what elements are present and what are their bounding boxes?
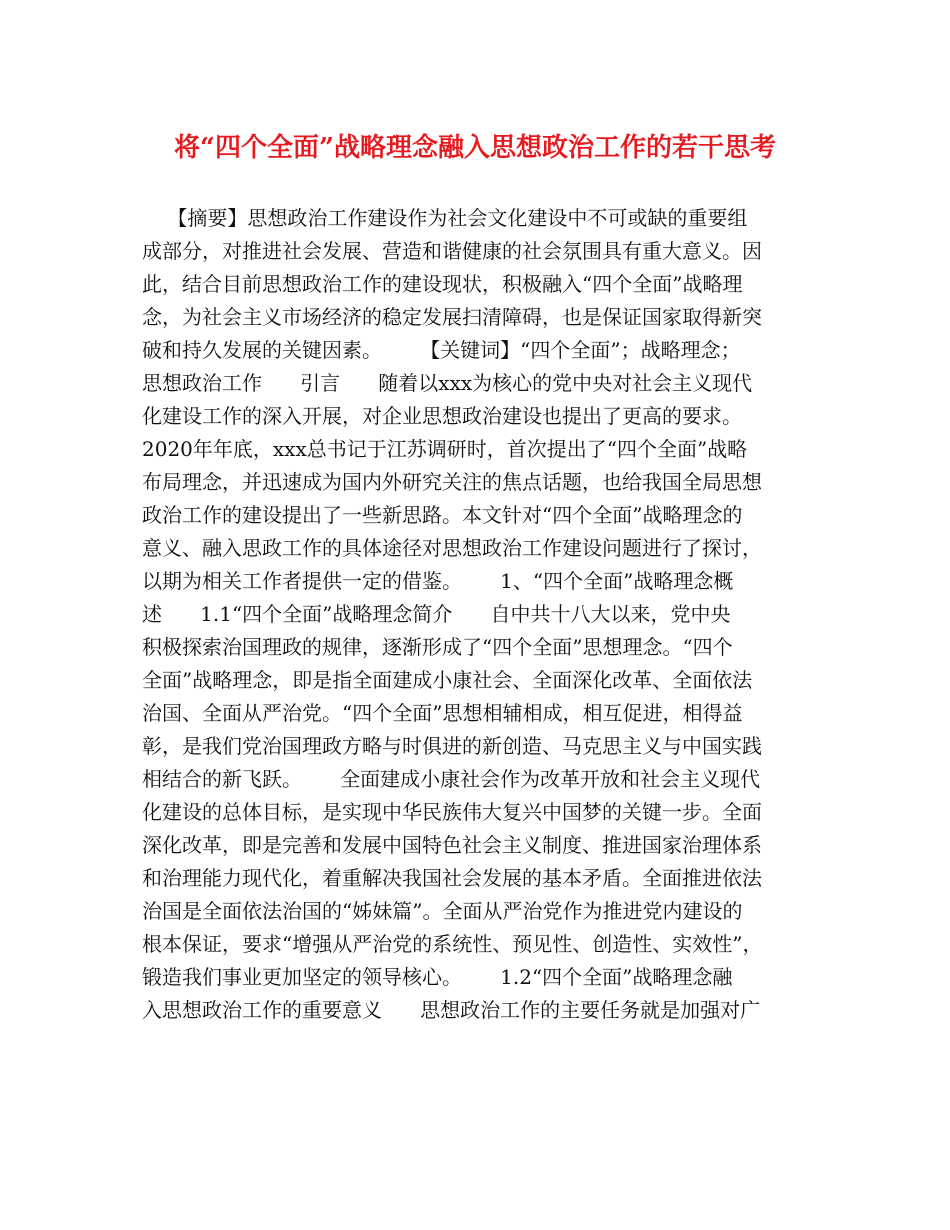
body-line: 根本保证，要求“增强从严治党的系统性、预见性、创造性、实效性”， bbox=[142, 932, 763, 956]
body-line: 锻造我们事业更加坚定的领导核心。 1.2“四个全面”战略理念融 bbox=[142, 965, 733, 989]
body-line: 念，为社会主义市场经济的稳定发展扫清障碍，也是保证国家取得新突 bbox=[142, 305, 762, 329]
body-line: 思想政治工作 引言 随着以xxx为核心的党中央对社会主义现代 bbox=[142, 371, 753, 395]
body-line: 深化改革，即是完善和发展中国特色社会主义制度、推进国家治理体系 bbox=[142, 833, 762, 857]
body-line: 此，结合目前思想政治工作的建设现状，积极融入“四个全面”战略理 bbox=[142, 272, 743, 296]
body-line: 积极探索治国理政的规律，逐渐形成了“四个全面”思想理念。“四个 bbox=[142, 635, 733, 659]
body-line: 入思想政治工作的重要意义 思想政治工作的主要任务就是加强对广 bbox=[142, 998, 761, 1022]
body-line: 化建设的总体目标，是实现中华民族伟大复兴中国梦的关键一步。全面 bbox=[142, 800, 762, 824]
document-title: 将“四个全面”战略理念融入思想政治工作的若干思考 bbox=[174, 133, 776, 163]
body-line: 以期为相关工作者提供一定的借鉴。 1、“四个全面”战略理念概 bbox=[142, 569, 734, 593]
body-line: 意义、融入思政工作的具体途径对思想政治工作建设问题进行了探讨， bbox=[142, 536, 762, 560]
body-line: 述 1.1“四个全面”战略理念简介 自中共十八大以来，党中央 bbox=[142, 602, 731, 626]
body-line: 布局理念，并迅速成为国内外研究关注的焦点话题，也给我国全局思想 bbox=[142, 470, 762, 494]
body-line: 政治工作的建设提出了一些新思路。本文针对“四个全面”战略理念的 bbox=[142, 503, 743, 527]
body-line: 治国是全面依法治国的“姊妹篇”。全面从严治党作为推进党内建设的 bbox=[142, 899, 743, 923]
body-line: 相结合的新飞跃。 全面建成小康社会作为改革开放和社会主义现代 bbox=[142, 767, 761, 791]
body-line: 和治理能力现代化，着重解决我国社会发展的基本矛盾。全面推进依法 bbox=[142, 866, 762, 890]
body-line: 2020年年底，xxx总书记于江苏调研时，首次提出了“四个全面”战略 bbox=[142, 437, 748, 461]
body-line: 化建设工作的深入开展，对企业思想政治建设也提出了更高的要求。 bbox=[142, 404, 742, 428]
body-line: 彰，是我们党治国理政方略与时俱进的新创造、马克思主义与中国实践 bbox=[142, 734, 762, 758]
body-line: 治国、全面从严治党。“四个全面”思想相辅相成，相互促进，相得益 bbox=[142, 701, 743, 725]
body-line: 成部分，对推进社会发展、营造和谐健康的社会氛围具有重大意义。因 bbox=[142, 239, 762, 263]
body-line: 全面”战略理念，即是指全面建成小康社会、全面深化改革、全面依法 bbox=[142, 668, 753, 692]
body-line: 破和持久发展的关键因素。 【关键词】“四个全面”；战略理念； bbox=[142, 338, 741, 362]
body-line: 【摘要】思想政治工作建设作为社会文化建设中不可或缺的重要组 bbox=[142, 206, 748, 230]
